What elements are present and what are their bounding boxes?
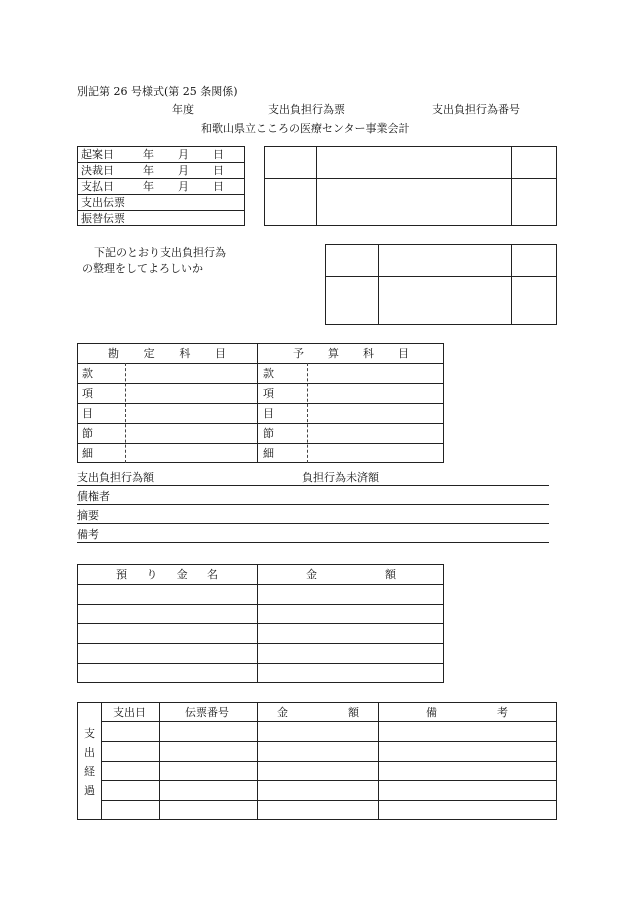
divider xyxy=(77,162,245,163)
history-remarks-header: 備 考 xyxy=(426,706,508,719)
payment-date-header: 支出日 xyxy=(113,706,146,719)
remarks-label: 備考 xyxy=(77,528,99,541)
payment-date-label: 支払日 xyxy=(81,180,114,193)
divider xyxy=(77,423,444,424)
unsettled-amount-label: 負担行為未済額 xyxy=(302,471,379,484)
draft-date-label: 起案日 xyxy=(81,148,114,161)
row-label-setsu: 節 xyxy=(263,427,274,440)
month-unit: 月 xyxy=(178,180,189,193)
dashed-divider xyxy=(307,363,308,463)
approval-text-line2: の整理をしてよろしいか xyxy=(82,262,203,275)
divider xyxy=(101,800,557,801)
slip-number-header: 伝票番号 xyxy=(185,706,229,719)
divider xyxy=(325,276,557,277)
row-label-sai: 細 xyxy=(263,447,274,460)
approval-date-label: 決裁日 xyxy=(81,164,114,177)
account-subject-header: 勘 定 科 目 xyxy=(108,347,226,360)
divider xyxy=(511,244,512,325)
stamp-box-lower xyxy=(325,244,557,325)
underline xyxy=(77,542,549,543)
approval-text-line1: 下記のとおり支出負担行為 xyxy=(94,246,226,259)
underline xyxy=(77,485,549,486)
divider xyxy=(77,584,444,585)
divider xyxy=(77,383,444,384)
day-unit: 日 xyxy=(213,180,224,193)
divider xyxy=(77,604,444,605)
history-side-label-4: 過 xyxy=(84,784,95,797)
divider xyxy=(378,244,379,325)
underline xyxy=(77,523,549,524)
payment-slip-label: 支出伝票 xyxy=(81,196,125,209)
form-title: 支出負担行為票 xyxy=(268,103,345,116)
creditor-label: 債権者 xyxy=(77,490,110,503)
month-unit: 月 xyxy=(178,148,189,161)
deposit-amount-header: 金 額 xyxy=(306,568,396,581)
day-unit: 日 xyxy=(213,148,224,161)
form-number-label: 別記第 26 号様式(第 25 条関係) xyxy=(77,85,238,98)
year-unit: 年 xyxy=(143,164,154,177)
amount-header: 金 額 xyxy=(277,706,359,719)
divider xyxy=(77,210,245,211)
divider xyxy=(264,178,557,179)
divider xyxy=(316,146,317,226)
row-label-setsu: 節 xyxy=(82,427,93,440)
divider xyxy=(77,663,444,664)
row-label-moku: 目 xyxy=(263,407,274,420)
row-label-sai: 細 xyxy=(82,447,93,460)
divider xyxy=(101,721,557,722)
stamp-box-upper xyxy=(264,146,557,226)
transfer-slip-label: 振替伝票 xyxy=(81,212,125,225)
divider xyxy=(77,403,444,404)
underline xyxy=(77,504,549,505)
row-label-kan: 款 xyxy=(263,367,274,380)
history-side-label-3: 経 xyxy=(84,765,95,778)
dashed-divider xyxy=(125,363,126,463)
divider xyxy=(101,741,557,742)
summary-label: 摘要 xyxy=(77,509,99,522)
deposit-name-header: 預 り 金 名 xyxy=(116,568,218,581)
commitment-number-label: 支出負担行為番号 xyxy=(432,103,520,116)
divider xyxy=(77,178,245,179)
budget-subject-header: 予 算 科 目 xyxy=(293,347,409,360)
row-label-kan: 款 xyxy=(82,367,93,380)
row-label-moku: 目 xyxy=(82,407,93,420)
day-unit: 日 xyxy=(213,164,224,177)
divider xyxy=(77,623,444,624)
year-unit: 年 xyxy=(143,148,154,161)
organization-name: 和歌山県立こころの医療センター事業会計 xyxy=(201,122,410,135)
divider xyxy=(101,780,557,781)
history-side-label-1: 支 xyxy=(84,727,95,740)
divider xyxy=(77,363,444,364)
divider xyxy=(77,194,245,195)
fiscal-year-label: 年度 xyxy=(172,103,194,116)
history-side-label-2: 出 xyxy=(84,746,95,759)
divider xyxy=(77,643,444,644)
row-label-kou: 項 xyxy=(263,387,274,400)
month-unit: 月 xyxy=(178,164,189,177)
year-unit: 年 xyxy=(143,180,154,193)
divider xyxy=(101,761,557,762)
commitment-amount-label: 支出負担行為額 xyxy=(77,471,154,484)
divider xyxy=(77,443,444,444)
row-label-kou: 項 xyxy=(82,387,93,400)
divider xyxy=(511,146,512,226)
